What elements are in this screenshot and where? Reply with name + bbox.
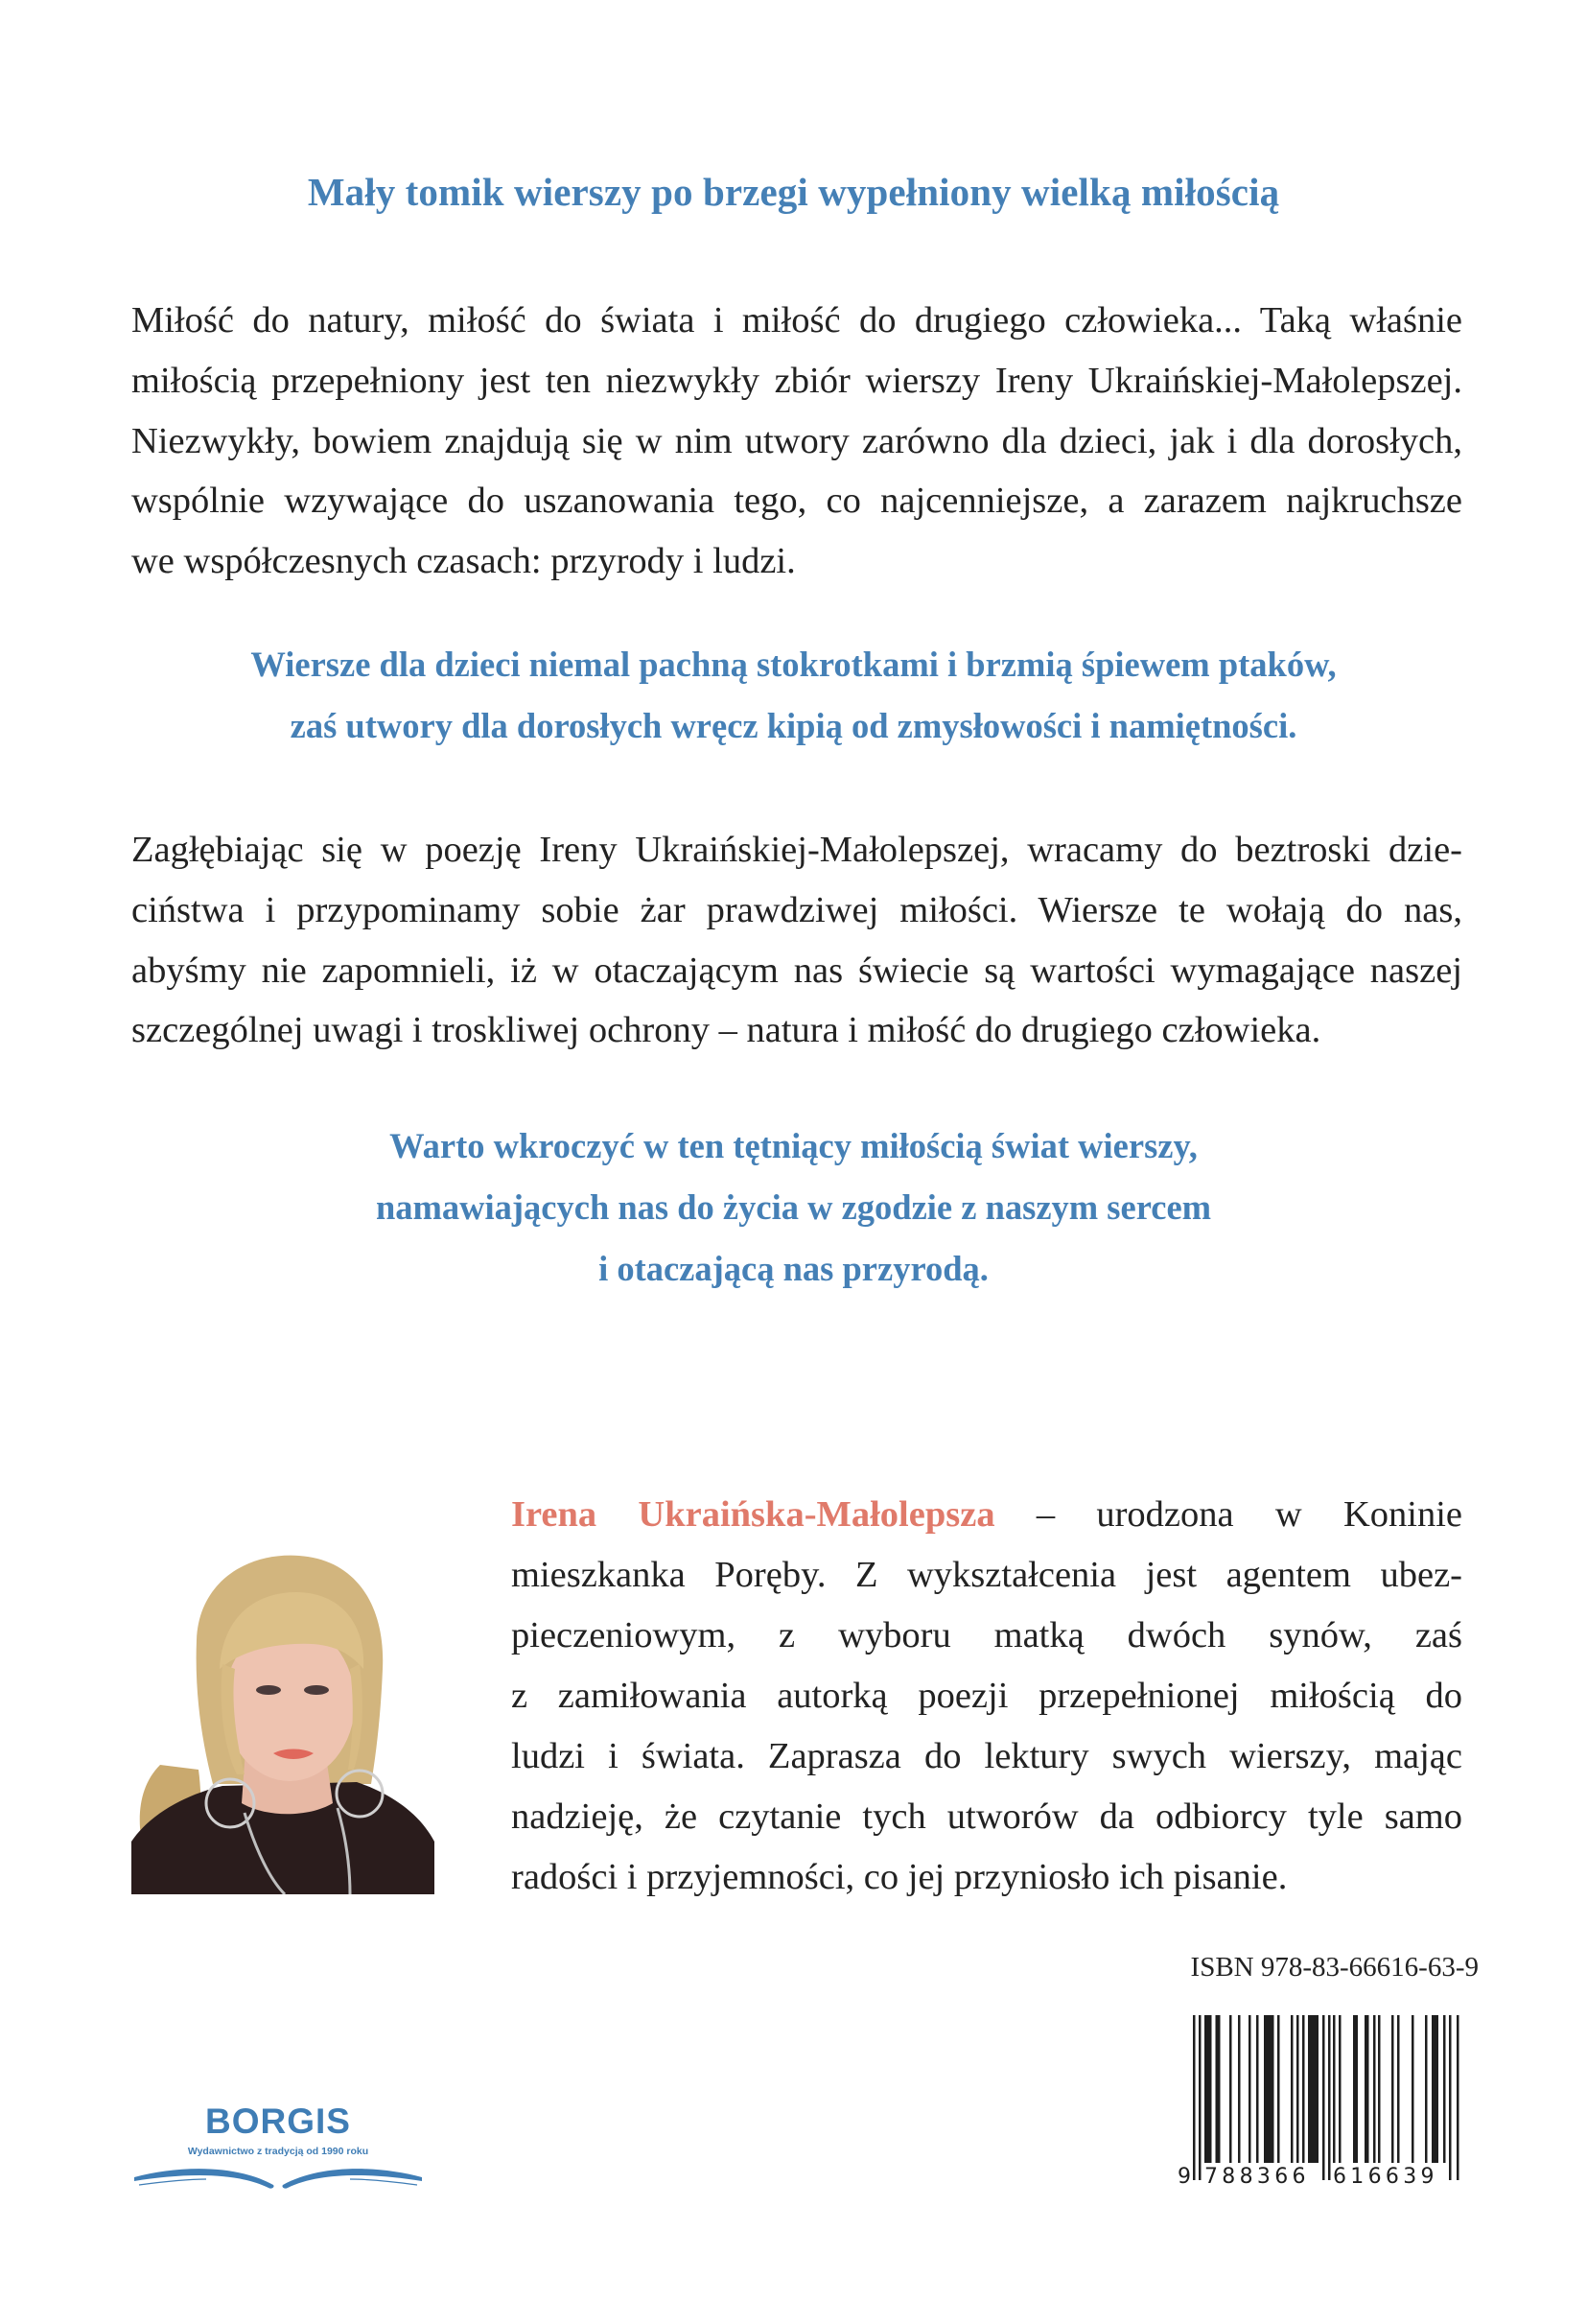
bio-line: z zamiłowania autorką poezji przepełnionej miłością do: [511, 1676, 1462, 1716]
open-book-swoosh-icon: [129, 2158, 427, 2193]
quote-line: i otaczającą nas przyrodą.: [598, 1249, 989, 1288]
text-line: Miłość do natury, miłość do świata i miłość do drugiego człowieka... Taką właśnie: [131, 300, 1462, 340]
isbn-barcode: [1175, 2012, 1472, 2195]
bio-line: pieczeniowym, z wyboru matką dwóch synów, zaś: [511, 1615, 1462, 1655]
quote-line: Warto wkroczyć w ten tętniący miłością świat wierszy,: [389, 1126, 1198, 1165]
bio-line: nadzieję, że czytanie tych utworów da odbiorcy tyle samo: [511, 1796, 1462, 1837]
barcode-icon: [1175, 2012, 1472, 2195]
portrait-image: [131, 1525, 434, 1894]
publisher-name: BORGIS: [205, 2101, 351, 2141]
bio-line: [511, 1485, 1462, 1545]
pull-quote-1: [0, 634, 1587, 757]
text-line: ciństwa i przypominamy sobie żar prawdziwej miłości. Wiersze te wołają do nas,: [131, 889, 1462, 930]
text-line: we współczesnych czasach: przyrody i ludzi.: [131, 541, 796, 582]
back-cover-heading: Mały tomik wierszy po brzegi wypełniony wielką miłością: [307, 170, 1280, 214]
text-line: miłością przepełniony jest ten niezwykły zbiór wierszy Ireny Ukraińskiej-Małolepszej.: [131, 360, 1462, 401]
barcode-digit: 9: [1178, 2165, 1191, 2189]
publisher-tagline: Wydawnictwo z tradycją od 1990 roku: [187, 2146, 369, 2157]
bio-line: mieszkanka Poręby. Z wykształcenia jest agentem ubez-: [511, 1555, 1462, 1595]
barcode-digits-left: 788366: [1204, 2165, 1310, 2189]
text-line: wspólnie wzywające do uszanowania tego, co najcenniejsze, a zarazem najkruchsze: [131, 481, 1462, 522]
text-line: szczególnej uwagi i troskliwej ochrony – natura i miłość do drugiego człowieka.: [131, 1010, 1321, 1051]
bio-text: – urodzona w Koninie: [994, 1494, 1462, 1535]
bio-line: radości i przyjemności, co jej przyniosło ich pisanie.: [511, 1857, 1288, 1897]
publisher-logo: [129, 2101, 427, 2196]
author-name: Irena Ukraińska-Małolepsza: [511, 1494, 995, 1535]
bio-line: ludzi i świata. Zaprasza do lektury swych wierszy, mając: [511, 1736, 1462, 1776]
pull-quote-2: [0, 1115, 1587, 1300]
quote-line: zaś utwory dla dorosłych wręcz kipią od zmysłowości i namiętności.: [290, 706, 1297, 745]
text-line: Niezwykły, bowiem znajdują się w nim utwory zarówno dla dzieci, jak i dla dorosłych,: [131, 420, 1462, 461]
barcode-digits-right: 616639: [1333, 2165, 1438, 2189]
text-line: abyśmy nie zapomnieli, iż w otaczającym nas świecie są wartości wymagające naszej: [131, 950, 1462, 991]
text-line: Zagłębiając się w poezję Ireny Ukraińskiej-Małolepszej, wracamy do beztroski dzie-: [131, 830, 1462, 870]
author-photo: [131, 1525, 434, 1894]
isbn-label: ISBN 978-83-66616-63-9: [1190, 1952, 1479, 1983]
quote-line: namawiających nas do życia w zgodzie z naszym sercem: [375, 1187, 1212, 1227]
description-paragraph-1: [131, 291, 1462, 592]
author-bio: [511, 1485, 1462, 1908]
quote-line: Wiersze dla dzieci niemal pachną stokrotkami i brzmią śpiewem ptaków,: [250, 645, 1337, 684]
description-paragraph-2: [131, 820, 1462, 1061]
